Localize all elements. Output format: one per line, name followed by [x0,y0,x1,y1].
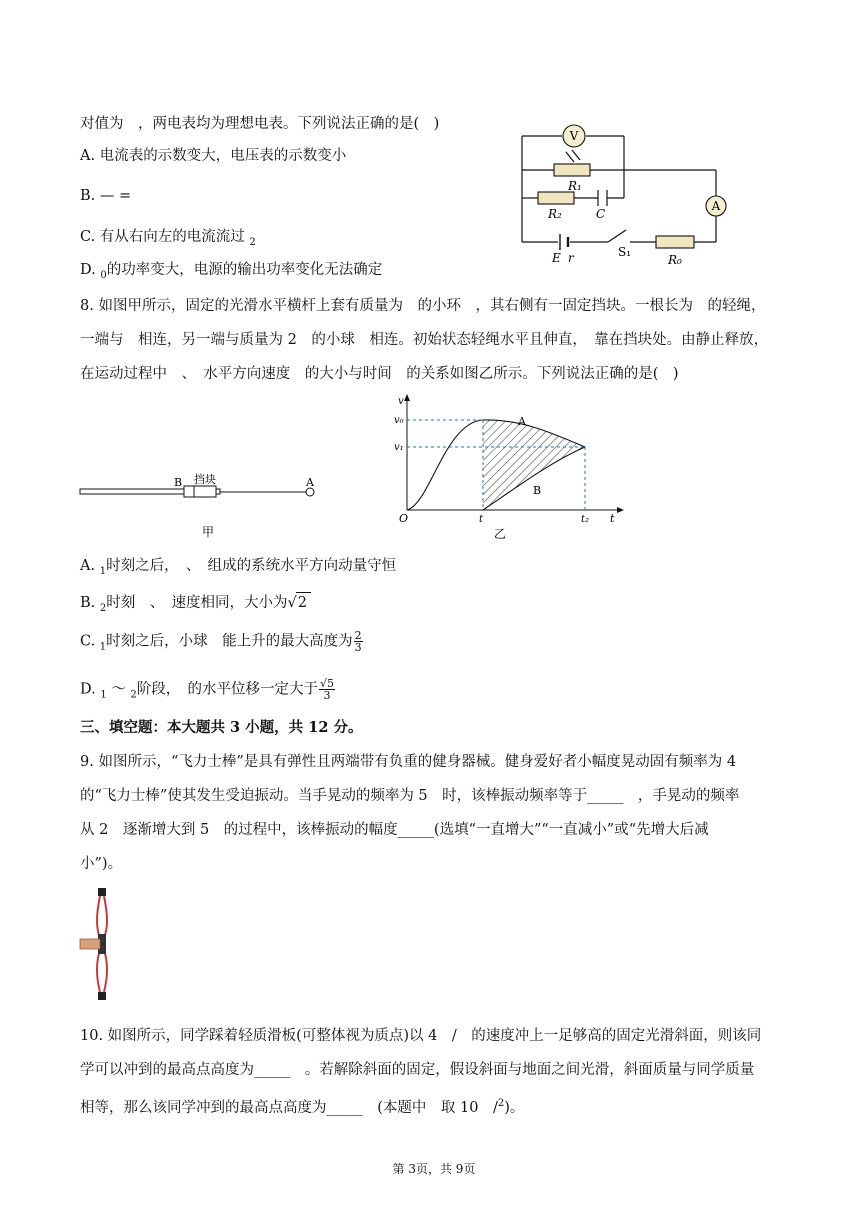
q8-option-a [80,556,396,582]
q8-option-d-text: 阶段， 的水平位移一定大于 [136,681,319,698]
curve-a-label: A [518,415,526,428]
q8-option-d-sub1: 1 [100,689,107,701]
q8-option-c-den: 3 [354,641,362,654]
tick-t1: t [479,514,484,525]
ball-a-icon [306,488,314,496]
figure-yi-caption: 乙 [494,527,507,541]
ring-b-label: B [174,476,183,489]
q8-option-d-num: √5 [320,677,335,690]
c-label: C [596,207,606,221]
s1-label: S₁ [618,245,632,259]
q9-line-1: 9. 如图所示，“飞力士棒”是具有弹性且两端带有负重的健身器械。健身爱好者小幅度晃动固有频率为 4 [80,754,737,770]
q7-option-c [80,227,256,253]
q8-option-d-den: 3 [323,689,331,702]
q10-line-3 [80,1094,524,1118]
q8-option-d-sub2: 2 [130,689,137,701]
q8-line-3: 在运动过程中 、 水平方向速度 的大小与时间 的关系如图乙所示。下列说法正确的是( ) [80,366,679,382]
q9-line-4: 小”)。 [80,856,123,872]
resistor-r2 [538,192,574,204]
q8-option-b [80,592,311,619]
q8-option-c-pre: C. [80,633,96,650]
q8-option-b-pre: B. [80,595,96,611]
axis-v-label: v [398,396,404,407]
flexi-bar-image [76,886,126,1004]
q7-option-d-pre: D. [80,262,96,278]
page-footer: 第 3页，共 9页 [392,1162,476,1176]
q8-option-b-sub: 2 [99,603,107,614]
resistor-r1 [554,164,590,176]
q8-option-c-fraction [354,630,363,653]
q7-option-c-sub: 2 [249,237,256,248]
e-label: E [552,251,561,265]
q8-option-a-sub: 1 [99,566,107,577]
q8-option-c-text: 时刻之后，小球 能上升的最大高度为 [106,633,353,650]
q10-line-1: 10. 如图所示，同学踩着轻质滑板(可整体视为质点)以 4 / 的速度冲上一足够高的固定光滑斜面，则该同 [80,1028,762,1044]
resistor-r0 [656,236,694,248]
q10-line-3-post: )。 [504,1100,525,1116]
voltmeter-label: V [569,129,579,143]
ammeter-label: A [711,199,721,213]
q8-line-2: 一端与 相连，另一端与质量为 2 的小球 相连。初始状态轻绳水平且伸直， 靠在挡块处。由静止释放， [80,332,769,348]
r1-label: R₁ [568,179,582,193]
q7-option-d [80,260,382,286]
origin-label: O [399,512,409,525]
q7-option-d-text: 的功率变大，电源的输出功率变化无法确定 [106,262,383,278]
q7-option-a: A. 电流表的示数变大，电压表的示数变小 [80,148,347,164]
q8-option-b-root-sign: √ [287,595,297,611]
tick-t2: t₂ [581,514,590,525]
q10-line-2: 学可以冲到的最高点高度为_____ 。若解除斜面的固定，假设斜面与地面之间光滑，斜面质量与同学质量 [80,1062,755,1078]
tick-v0: v₀ [394,415,404,426]
figure-yi [390,392,630,542]
block-label: 挡块 [194,473,216,486]
curve-b-label: B [533,484,542,497]
ball-a-label: A [306,476,314,489]
q7-option-c-text: C. 有从右向左的电流流过 [80,229,245,245]
figure-jia [76,470,326,540]
q8-line-1: 8. 如图甲所示，固定的光滑水平横杆上套有质量为 的小环 ，其右侧有一固定挡块。一根长为 的轻绳， [80,298,766,314]
q9-line-2: 的“飞力士棒”使其发生受迫振动。当手晃动的频率为 5 时，该棒振动频率等于_____ ，手晃动的频率 [80,788,740,804]
circuit-diagram [510,118,740,270]
r2-label: R₂ [548,207,562,221]
q7-option-d-sub: 0 [100,270,107,281]
q10-line-3-pre: 相等，那么该同学冲到的最高点高度为_____ (本题中 取 10 / [80,1100,498,1116]
q8-option-d-mid: ～ [111,681,126,698]
tick-v1: v₁ [394,442,404,453]
q8-option-a-pre: A. [80,558,96,574]
q8-option-a-text: 时刻之后， 、 组成的系统水平方向动量守恒 [106,558,397,574]
q8-option-c-sub: 1 [99,641,107,653]
q9-line-3: 从 2 逐渐增大到 5 的过程中，该棒振动的幅度_____(选填“一直增大”“一直减小”或“先增大后减 [80,822,709,838]
q8-option-c [80,630,363,658]
figure-jia-caption: 甲 [202,525,215,539]
q8-option-b-root: 2 [296,592,311,613]
r-label: r [568,251,574,265]
q10-line-3-sup: 2 [497,1098,505,1109]
section-3-heading: 三、填空题：本大题共 3 小题，共 12 分。 [80,719,363,736]
q8-option-c-num: 2 [354,629,362,642]
axis-t-label: t [610,512,615,525]
q8-option-d-fraction [319,678,335,701]
q8-option-d [80,678,335,706]
q8-option-d-pre: D. [80,681,96,698]
q8-option-b-text: 时刻 、 速度相同，大小为 [106,595,288,611]
r0-label: R₀ [668,253,682,267]
q7-intro: 对值为 ，两电表均为理想电表。下列说法正确的是( ) [80,116,440,132]
q7-option-b: B. — = [80,188,132,204]
